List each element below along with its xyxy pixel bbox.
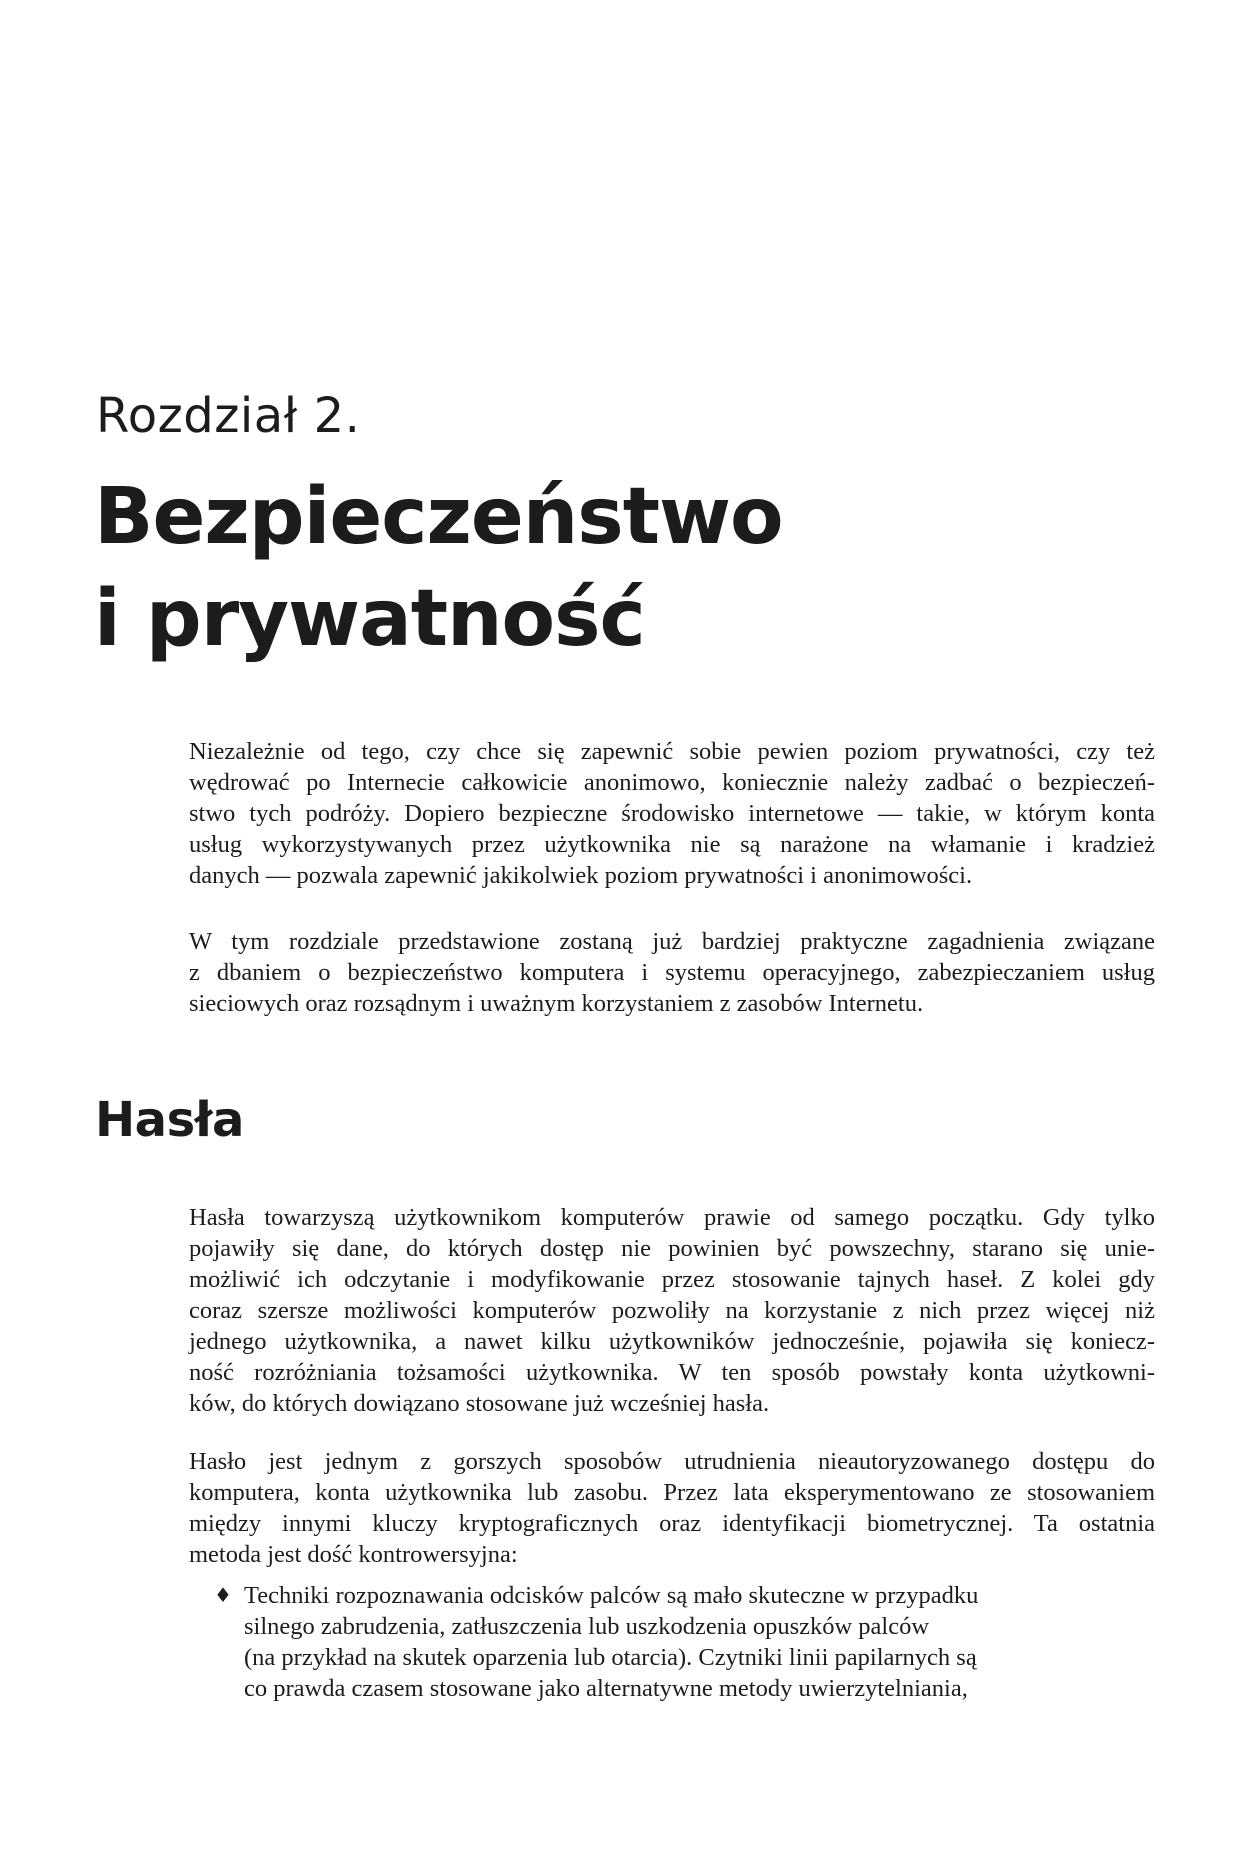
list-item (214, 1580, 1114, 1704)
text-line: Hasła towarzyszą użytkownikom komputerów prawie od samego początku. Gdy tylko (189, 1204, 1155, 1231)
text-line: (na przykład na skutek oparzenia lub otarcia). Czytniki linii papilarnych są (244, 1644, 977, 1671)
text-line: usług wykorzystywanych przez użytkownika nie są narażone na włamanie i kradzież (189, 831, 1155, 858)
text-line: ków, do których dowiązano stosowane już wcześniej hasła. (189, 1390, 770, 1417)
text-line: możliwić ich odczytanie i modyfikowanie przez stosowanie tajnych haseł. Z kolei gdy (189, 1266, 1155, 1293)
text-line: komputera, konta użytkownika lub zasobu. Przez lata eksperymentowano ze stosowaniem (189, 1479, 1155, 1506)
text-line: Hasło jest jednym z gorszych sposobów utrudnienia nieautoryzowanego dostępu do (189, 1448, 1155, 1475)
text-line: ność rozróżniania tożsamości użytkownika. W ten sposób powstały konta użytkowni- (189, 1359, 1155, 1386)
text-line: między innymi kluczy kryptograficznych oraz identyfikacji biometrycznej. Ta ostatnia (189, 1510, 1155, 1537)
text-line: wędrować po Internecie całkowicie anonimowo, koniecznie należy zadbać o bezpieczeń- (189, 769, 1155, 796)
text-line: coraz szersze możliwości komputerów pozwoliły na korzystanie z nich przez więcej niż (189, 1297, 1155, 1324)
text-line: pojawiły się dane, do których dostęp nie powinien być powszechny, starano się unie- (189, 1235, 1155, 1262)
text-line: silnego zabrudzenia, zatłuszczenia lub uszkodzenia opuszków palców (244, 1613, 930, 1640)
bullet-text (244, 1580, 1114, 1704)
text-line: Techniki rozpoznawania odcisków palców są mało skuteczne w przypadku (244, 1582, 979, 1609)
text-line: co prawda czasem stosowane jako alternatywne metody uwierzytelniania, (244, 1675, 968, 1702)
chapter-title-line-1: Bezpieczeństwo (94, 472, 783, 562)
text-line: W tym rozdziale przedstawione zostaną już bardziej praktyczne zagadnienia związane (189, 928, 1155, 955)
intro-paragraph-1 (189, 736, 1155, 891)
diamond-bullet-icon: ♦ (214, 1583, 232, 1607)
text-line: metoda jest dość kontrowersyjna: (189, 1541, 518, 1568)
text-line: sieciowych oraz rozsądnym i uważnym korzystaniem z zasobów Internetu. (189, 990, 924, 1017)
chapter-title (94, 466, 783, 670)
chapter-label: Rozdział 2. (96, 388, 361, 444)
section-paragraph-1 (189, 1202, 1155, 1419)
bullet-list (214, 1580, 1114, 1704)
text-line: stwo tych podróży. Dopiero bezpieczne środowisko internetowe — takie, w którym konta (189, 800, 1155, 827)
chapter-title-line-2: i prywatność (94, 574, 645, 664)
section-paragraph-2 (189, 1446, 1155, 1570)
text-line: danych — pozwala zapewnić jakikolwiek poziom prywatności i anonimowości. (189, 862, 973, 889)
text-line: jednego użytkownika, a nawet kilku użytkowników jednocześnie, pojawiła się koniecz- (189, 1328, 1155, 1355)
intro-paragraph-2 (189, 926, 1155, 1019)
text-line: z dbaniem o bezpieczeństwo komputera i systemu operacyjnego, zabezpieczaniem usług (189, 959, 1155, 986)
section-heading: Hasła (95, 1092, 244, 1148)
text-line: Niezależnie od tego, czy chce się zapewnić sobie pewien poziom prywatności, czy też (189, 738, 1155, 765)
